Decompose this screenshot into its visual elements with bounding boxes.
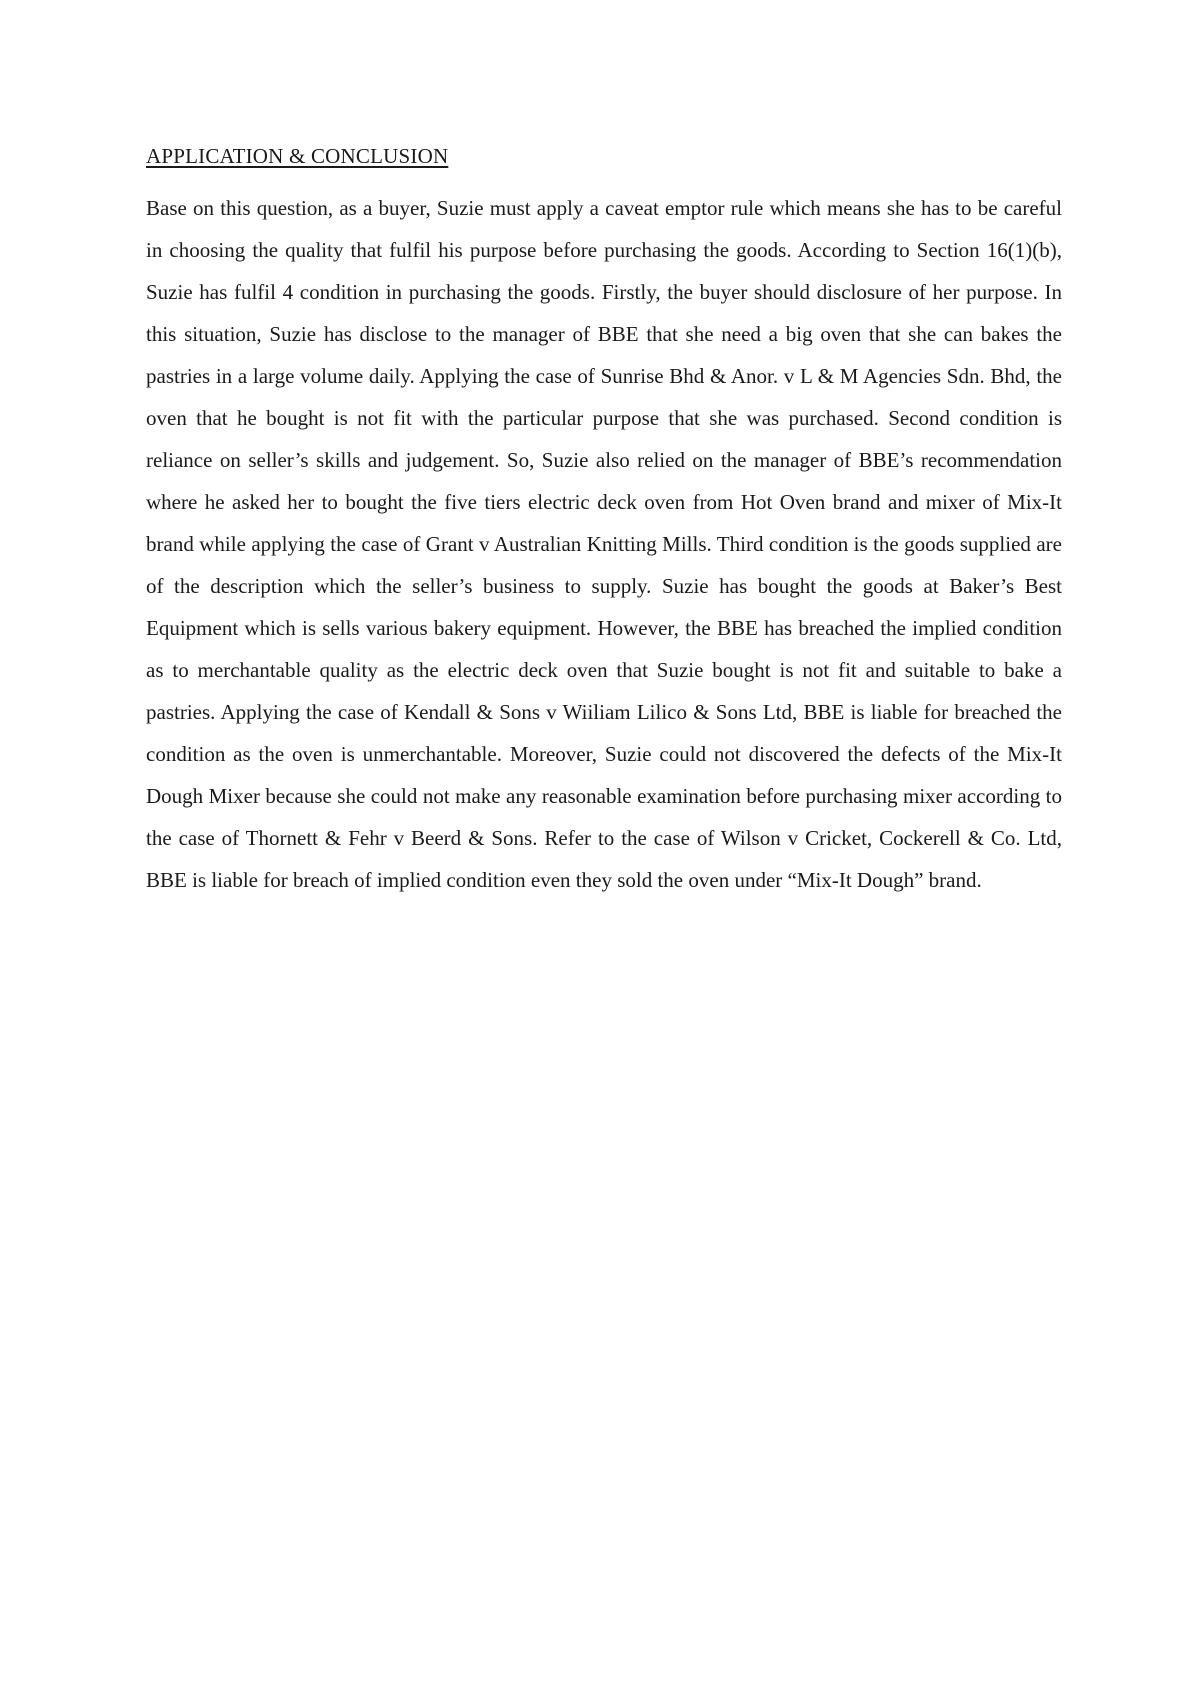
document-content [146,144,1062,901]
body-paragraph: Base on this question, as a buyer, Suzie must apply a caveat emptor rule which means she has to be careful in choosing the quality that fulfil his purpose before purchasing the goods. According to Section 16(1)(b), Suzie has fulfil 4 condition in purchasing the goods. Firstly, the buyer should disclosure of her purpose. In this situation, Suzie has disclose to the manager of BBE that she need a big oven that she can bakes the pastries in a large volume daily. Applying the case of Sunrise Bhd & Anor. v L & M Agencies Sdn. Bhd, the oven that he bought is not fit with the particular purpose that she was purchased. Second condition is reliance on seller’s skills and judgement. So, Suzie also relied on the manager of BBE’s recommendation where he asked her to bought the five tiers electric deck oven from Hot Oven brand and mixer of Mix-It brand while applying the case of Grant v Australian Knitting Mills. Third condition is the goods supplied are of the description which the seller’s business to supply. Suzie has bought the goods at Baker’s Best Equipment which is sells various bakery equipment. However, the BBE has breached the implied condition as to merchantable quality as the electric deck oven that Suzie bought is not fit and suitable to bake a pastries. Applying the case of Kendall & Sons v Wiiliam Lilico & Sons Ltd, BBE is liable for breached the condition as the oven is unmerchantable. Moreover, Suzie could not discovered the defects of the Mix-It Dough Mixer because she could not make any reasonable examination before purchasing mixer according to the case of Thornett & Fehr v Beerd & Sons. Refer to the case of Wilson v Cricket, Cockerell & Co. Ltd, BBE is liable for breach of implied condition even they sold the oven under “Mix-It Dough” brand. [146,196,1062,892]
section-heading: APPLICATION & CONCLUSION [146,144,449,168]
